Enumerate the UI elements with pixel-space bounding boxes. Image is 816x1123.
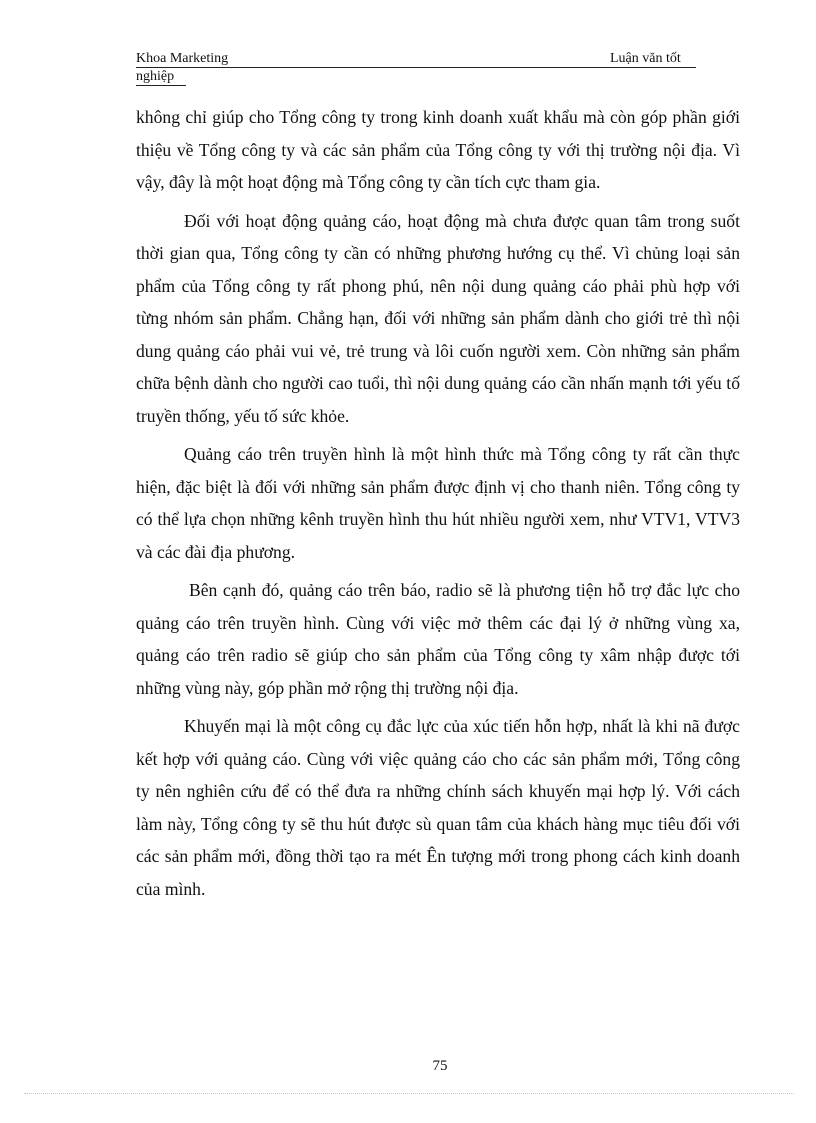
paragraph-3: Quảng cáo trên truyền hình là một hình thức mà Tổng công ty rất cần thực hiện, đặc biệt là đối với những sản phẩm được định vị cho thanh niên. Tổng công ty có thể lựa chọn những kênh truyền hình thu hút nhiều người xem, như VTV1, VTV3 và các đài địa phương. [136,444,740,562]
page-number: 75 [432,1058,448,1074]
paragraph-4: Bên cạnh đó, quảng cáo trên báo, radio sẽ là phương tiện hỗ trợ đắc lực cho quảng cáo trên truyền hình. Cùng với việc mở thêm các đại lý ở những vùng xa, quảng cáo trên radio sẽ giúp cho sản phẩm của Tổng công ty xâm nhập được tới những vùng này, góp phần mở rộng thị trường nội địa. [136,580,740,698]
header-thesis-title-continued: nghiệp [136,69,186,86]
page-header [136,50,696,86]
page-body [136,101,740,911]
header-rule [136,50,696,68]
header-thesis-title: Luận văn tốt [610,51,681,66]
header-faculty: Khoa Marketing [136,51,229,66]
paragraph-5: Khuyến mại là một công cụ đắc lực của xúc tiến hỗn hợp, nhất là khi nã được kết hợp với quảng cáo. Cùng với việc quảng cáo cho các sản phẩm mới, Tổng công ty nên nghiên cứu để có thể đưa ra những chính sách khuyến mại hợp lý. Với cách làm này, Tổng công ty sẽ thu hút được sù quan tâm của khách hàng mục tiêu đối với các sản phẩm mới, đồng thời tạo ra mét Ên tượng mới trong phong cách kinh doanh của mình. [136,716,740,899]
page-bottom-edge [24,1093,794,1094]
paragraph-2: Đối với hoạt động quảng cáo, hoạt động mà chưa được quan tâm trong suốt thời gian qua, Tổng công ty cần có những phương hướng cụ thể. Vì chủng loại sản phẩm của Tổng công ty rất phong phú, nên nội dung quảng cáo phải phù hợp với từng nhóm sản phẩm. Chẳng hạn, đối với những sản phẩm dành cho giới trẻ thì nội dung quảng cáo phải vui vẻ, trẻ trung và lôi cuốn người xem. Còn những sản phẩm chữa bệnh dành cho người cao tuổi, thì nội dung quảng cáo cần nhấn mạnh tới yếu tố truyền thống, yếu tố sức khỏe. [136,210,740,426]
paragraph-1: không chỉ giúp cho Tổng công ty trong kinh doanh xuất khẩu mà còn góp phần giới thiệu về Tổng công ty và các sản phẩm của Tổng công ty với thị trường nội địa. Vì vậy, đây là một hoạt động mà Tổng công ty cần tích cực tham gia. [136,107,740,192]
